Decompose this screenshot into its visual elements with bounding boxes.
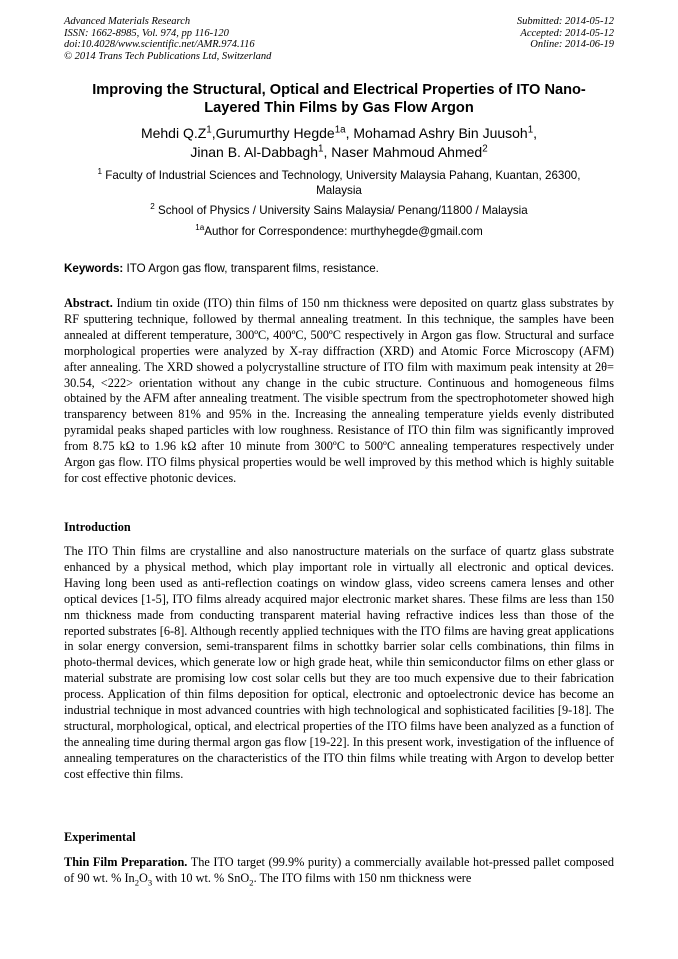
author-name: Jinan B. Al-Dabbagh [190,144,318,160]
subscript: 2 [134,877,140,888]
author-name: Mehdi Q.Z [140,125,207,141]
keywords-label: Keywords: [64,262,124,275]
body-text: O [139,870,148,885]
thin-film-preparation [64,855,614,887]
subscript: 2 [249,877,254,888]
affiliation-text: School of Physics / University Sains Malaysia/ Penang/11800 / Malaysia [158,204,528,217]
introduction-text: The ITO Thin films are crystalline and also nanostructure materials on the surface of quartz glass substrate enhanced by a physical method, which play important role in virtually all electronic and optical devices. Having long been used as anti-reflection coatings on window glass, video screens camera lenses and other optical devices [1-5], ITO films already acquired major electronic market shares. These films are less than 150 nm thickness made from conducting transparent material having refractive indices less than those of the reported substrates [6-8]. Although recently applied techniques with the ITO films are having great applications in solar energy conversion, semi-transparent films in schottky barrier solar cells combinations, thin films in photo-thermal devices, which generate low or high grade heat, while thin semiconductor films on ether glass or material substrate are promising low cost solar cells but they are too much expensive due to their fabrication process. Application of thin films deposition for optical, electronic and optoelectronic device has become an industrial technique in most advanced countries with high technological and sophisticated facilities [9-18]. The structural, morphological, optical, and electrical properties of the ITO films have been analyzed as a function of the annealing time during thermal argon gas flow [19-22]. In this present work, investigation of the influence of annealing temperatures on the characteristics of the ITO thin films while treating with Argon to develop better cost effective thin films. [64,544,614,781]
author-mark: 1a [334,124,346,136]
correspondence-mark: 1a [195,223,205,233]
journal-header [64,16,271,62]
author-line-1: Mehdi $Q.Z^1,Gurumurthy$ Hegde$^{1a}$, Mohamad Ashry Bin Juusoh$^1$, [140,124,538,141]
affiliation-mark: 1 [97,167,103,177]
body-text: with 10 wt. % SnO [155,870,250,885]
title-line-1: Improving the Structural, Optical and Electrical Properties of ITO Nano- [92,82,586,98]
author-name: Gurumurthy Hegde [215,125,335,141]
paper-title [40,81,638,117]
affiliation-1 [50,168,628,198]
body-text: . The ITO films with 150 nm thickness were [253,870,472,885]
introduction-heading: Introduction [64,520,131,534]
affiliation-mark: 2 [150,202,155,212]
correspondence-line [50,224,628,239]
author-list [40,124,638,162]
issn-line: ISSN: 1662-8985, Vol. 974, pp 116-120 [64,27,229,39]
author-mark: 1 [527,124,534,136]
author-line-2: Jinan B. Al-Dabbagh$^1$, Naser Mahmoud Ahmed$^2$ [190,143,488,160]
affiliation-country: Malaysia [316,184,362,197]
keywords-text: ITO Argon gas flow, transparent films, resistance. [126,262,379,275]
abstract-text: Indium tin oxide (ITO) thin films of 150 nm thickness were deposited on quartz glass substrates by RF sputtering technique, followed by thermal annealing treatment. In this technique, the samples have been annealed at different temperature, 300ºC, 400ºC, 500ºC respectively in Argon gas flow. Structural and surface morphological properties were analyzed by X-ray diffraction (XRD) and Atomic Force Microscopy (AFM) after annealing. The XRD showed a polycrystalline structure of ITO film with maximum peak intensity at 2θ= 30.54, <222> orientation without any change in the cubic structure. Continuous and homogeneous films obtained by the AFM after annealing treatment. The visible spectrum from the spectrophotometer showed high transparency between 81% and 95% in the. Increasing the annealing temperature yields evenly distributed pyramidal peaks shaped particles with low roughness. Resistance of ITO thin film was significantly improved from 8.75 kΩ to 1.96 kΩ after 10 minute from 300ºC to 500ºC annealing temperatures respectively under Argon gas flow. ITO films physical properties would be well improved by this method which is highly suitable for cost effective photonic devices. [64,296,615,485]
abstract [64,296,614,487]
author-mark: 1 [206,124,212,136]
journal-name: Advanced Materials Research [64,16,191,27]
online-date: Online: 2014-06-19 [530,39,614,51]
affiliation-2 [50,203,628,218]
author-mark: 2 [482,143,488,155]
dates-header [517,16,614,51]
keywords [64,262,379,276]
subscript: 3 [147,877,153,888]
experimental-heading: Experimental [64,830,136,844]
abstract-label: Abstract. [64,296,113,310]
accepted-date: Accepted: 2014-05-12 [520,27,614,39]
author-name: Naser Mahmoud Ahmed [331,144,483,160]
subsection-label: Thin Film Preparation. [64,855,188,869]
affiliation-text: Faculty of Industrial Sciences and Technology, University Malaysia Pahang, Kuantan, 26300, [105,169,581,182]
correspondence-text: Author for Correspondence: murthyhegde@gmail.com [204,225,483,238]
doi-line: doi:10.4028/www.scientific.net/AMR.974.116 [64,39,255,51]
title-line-2: Layered Thin Films by Gas Flow Argon [204,100,474,116]
submitted-date: Submitted: 2014-05-12 [516,16,614,27]
copyright-line: © 2014 Trans Tech Publications Ltd, Switzerland [64,50,272,62]
author-name: Mohamad Ashry Bin Juusoh [353,125,528,141]
body-text: The ITO target (99.9% purity) a commercially available hot-pressed pallet composed of 90 wt. % In [64,855,614,885]
author-mark: 1 [317,143,324,155]
